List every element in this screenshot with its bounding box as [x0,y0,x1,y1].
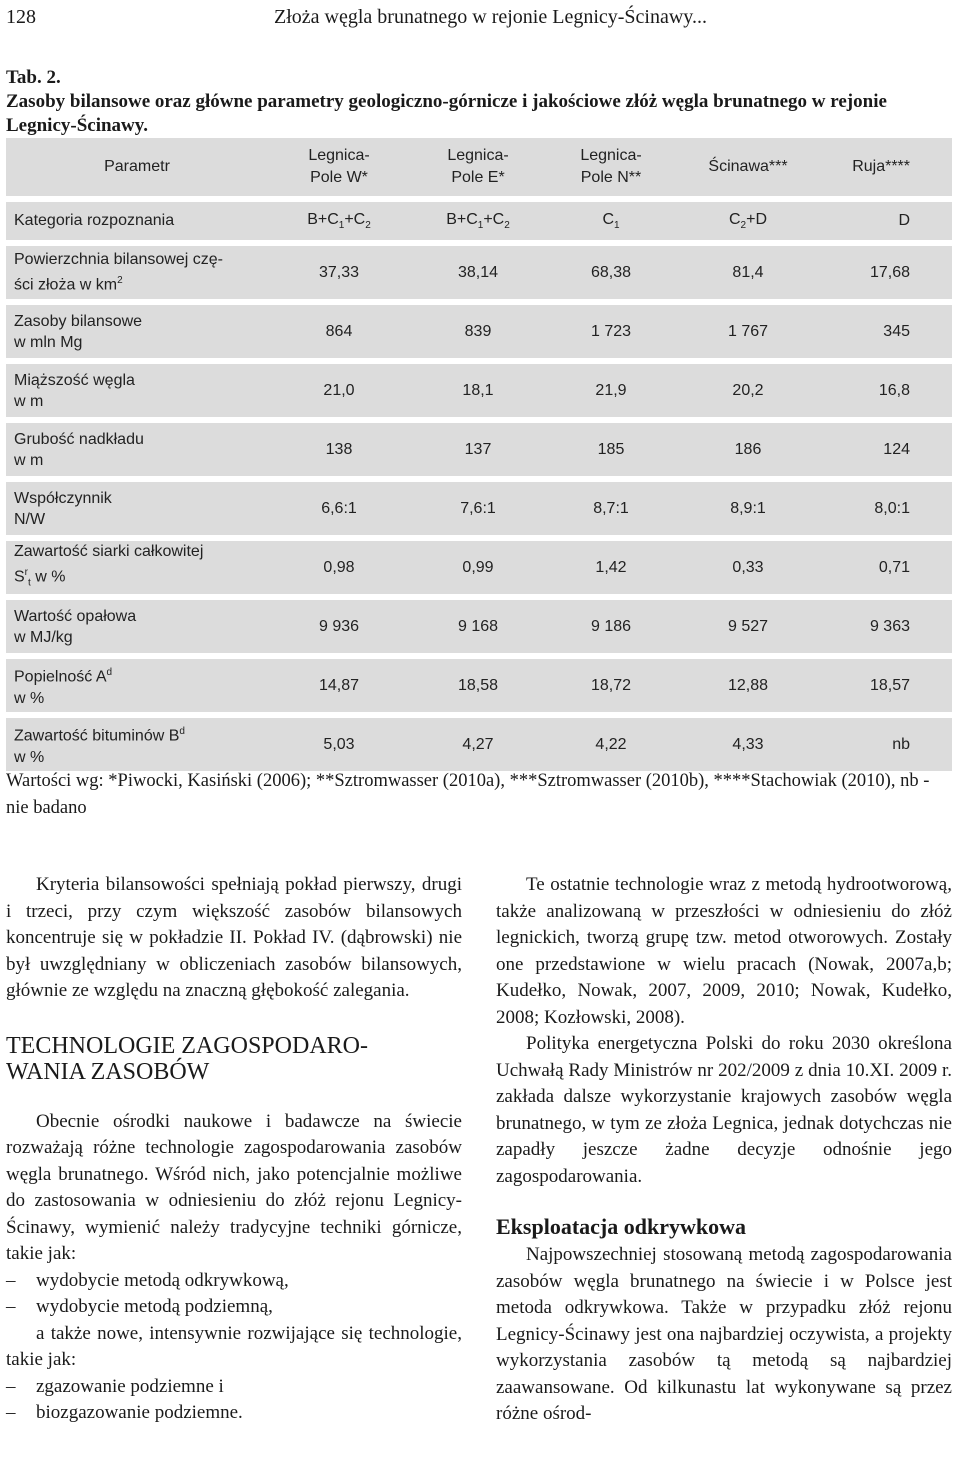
table-row [6,420,952,479]
header-scinawa: Ścinawa*** [676,138,820,199]
table-cell: 8,7:1 [546,479,676,538]
row-label: Współczynnik N/W [6,479,268,538]
paragraph: a także nowe, intensywnie rozwijające się technologie, takie jak: [6,1322,462,1370]
row-label: Zawartość siarki całkowitej $S^r_t$ w % [6,538,268,597]
table-cell: 839 [410,302,546,361]
list-item: – zgazowanie podziemne i [6,1375,224,1397]
row-label: Wartość opałowa w MJ/kg [6,597,268,656]
table-cell: 0,33 [676,538,820,597]
paragraph: Te ostatnie technologie wraz z metodą hydrootworową, także analizowaną w przeszłości w odniesieniu do złóż legnickich, tworzą grupę tzw. metod otworowych. Zostały one przedstawione w wielu pracach (Nowak, 2007a,b; Kudełko, Nowak, 2007, 2009, 2010; Nowak, Kudełko, 2008; Kozłowski, 2008). [496,874,952,1028]
table-cell: 185 [546,420,676,479]
table-cell: 9 168 [410,597,546,656]
subsection-heading: Eksploatacja odkrywkowa [496,1214,746,1239]
table-row [6,597,952,656]
header-legnica-n: Legnica- Pole N** [546,138,676,199]
table-row [6,243,952,302]
running-title: Złoża węgla brunatnego w rejonie Legnicy-Ścinawy... [274,6,707,28]
table-cell: 4,22 [546,715,676,774]
row-label: Miąższość węgla w m [6,361,268,420]
table-cell: 14,87 [268,656,410,715]
paragraph: Obecnie ośrodki naukowe i badawcze na świecie rozważają różne technologie zagospodarowania zasobów węgla brunatnego. Wśród nich, jako potencjalnie możliwe do zastosowania w odniesieniu do złóż rejonu Legnicy-Ścinawy, wymienić należy tradycyjne techniki górnicze, takie jak: [6,1110,462,1264]
header-legnica-e: Legnica- Pole E* [410,138,546,199]
table-cell: 9 186 [546,597,676,656]
header-legnica-w: Legnica- Pole W* [268,138,410,199]
list-item: – wydobycie metodą odkrywkową, [6,1269,289,1291]
table-cell: 9 527 [676,597,820,656]
table-cell: 20,2 [676,361,820,420]
table-cell: 4,27 [410,715,546,774]
table-cell: 864 [268,302,410,361]
table-cell: 8,0:1 [820,479,952,538]
data-table [6,138,952,777]
table-row [6,538,952,597]
table-cell: 8,9:1 [676,479,820,538]
list-item: – wydobycie metodą podziemną, [6,1296,273,1317]
table-cell: 5,03 [268,715,410,774]
table-cell: $C_2+D$ [676,199,820,243]
table-cell: 1 723 [546,302,676,361]
table-cell: 81,4 [676,243,820,302]
table-caption [6,66,946,138]
table-cell: 4,33 [676,715,820,774]
table-row [6,361,952,420]
table-cell: 137 [410,420,546,479]
row-label: Zasoby bilansowe w mln Mg [6,302,268,361]
table-cell: 1,42 [546,538,676,597]
table-cell: 21,0 [268,361,410,420]
section-heading: TECHNOLOGIE ZAGOSPODARO- WANIA ZASOBÓW [6,1032,368,1085]
list-item: – biozgazowanie podziemne. [6,1402,243,1423]
row-label: Grubość nadkładu w m [6,420,268,479]
table-caption-text: Zasoby bilansowe oraz główne parametry geologiczno-górnicze i jakościowe złóż węgla brunatnego w rejonie Legnicy-Ścinawy. [6,91,887,136]
table-cell: 18,58 [410,656,546,715]
table-cell: 7,6:1 [410,479,546,538]
table-cell: 124 [820,420,952,479]
table-cell: $C_1$ [546,199,676,243]
table-row [6,302,952,361]
table-cell: 16,8 [820,361,952,420]
table-cell: $B+C_1+C_2$ [268,199,410,243]
table-cell: 18,1 [410,361,546,420]
table-cell: 186 [676,420,820,479]
row-label: Zawartość bituminów $B^d$ w % [6,715,268,774]
table-row [6,479,952,538]
table-cell: 9 936 [268,597,410,656]
table-cell: 345 [820,302,952,361]
table-cell: 1 767 [676,302,820,361]
row-label: Kategoria rozpoznania [6,199,268,243]
table-cell: 138 [268,420,410,479]
table-cell: 68,38 [546,243,676,302]
table-cell: 38,14 [410,243,546,302]
table-cell: 17,68 [820,243,952,302]
left-column [6,872,462,1427]
paragraph: Polityka energetyczna Polski do roku 2030 określona Uchwałą Rady Ministrów nr 202/2009 z dnia 10.XI. 2009 r. zakłada dalsze wykorzystanie krajowych zasobów węgla brunatnego, w tym ze złoża Legnica, jednak dotychczas nie zapadły jeszcze żadne decyzje odnośnie jego zagospodarowania. [496,1033,952,1187]
list-new [6,1374,462,1427]
table-row [6,199,952,243]
table-cell: 6,6:1 [268,479,410,538]
table-cell: D [820,199,952,243]
table-cell: 18,57 [820,656,952,715]
table-cell: 37,33 [268,243,410,302]
table-cell: 0,98 [268,538,410,597]
right-column [496,872,952,1428]
list-traditional [6,1268,462,1321]
table-header-row [6,138,952,199]
row-label: Popielność $A^d$ w % [6,656,268,715]
header-ruja: Ruja**** [820,138,952,199]
header-parametr: Parametr [6,138,268,199]
table-label: Tab. 2. [6,67,61,88]
table-row [6,715,952,774]
table-cell: nb [820,715,952,774]
table-cell: $B+C_1+C_2$ [410,199,546,243]
table-footnote: Wartości wg: *Piwocki, Kasiński (2006); **Sztromwasser (2010a), ***Sztromwasser (2010b), ****Stachowiak (2010), nb - nie badano [6,771,930,818]
table-cell: 9 363 [820,597,952,656]
paragraph: Najpowszechniej stosowaną metodą zagospodarowania zasobów węgla brunatnego na świecie i w Polsce jest metoda odkrywkowa. Także w przypadku złóż rejonu Legnicy-Ścinawy jest ona najbardziej oczywista, a projekty wykorzystania zasobów tą metodą są najbardziej zaawansowane. Od kilkunastu lat wykonywane są przez różne ośrod- [496,1244,952,1424]
table-cell: 0,71 [820,538,952,597]
row-label: Powierzchnia bilansowej czę- ści złoża w $km^2$ [6,243,268,302]
table-cell: 12,88 [676,656,820,715]
table-cell: 18,72 [546,656,676,715]
paragraph: Kryteria bilansowości spełniają pokład pierwszy, drugi i trzeci, przy czym większość zasobów bilansowych koncentruje się w pokładzie II. Pokład IV. (dąbrowski) nie był uwzględniany w obliczeniach zasobów bilansowych, głównie ze względu na znaczną głębokość zalegania. [6,874,462,1001]
table-row [6,656,952,715]
page-number: 128 [6,6,36,28]
page-header [6,6,954,36]
table-cell: 0,99 [410,538,546,597]
table-cell: 21,9 [546,361,676,420]
